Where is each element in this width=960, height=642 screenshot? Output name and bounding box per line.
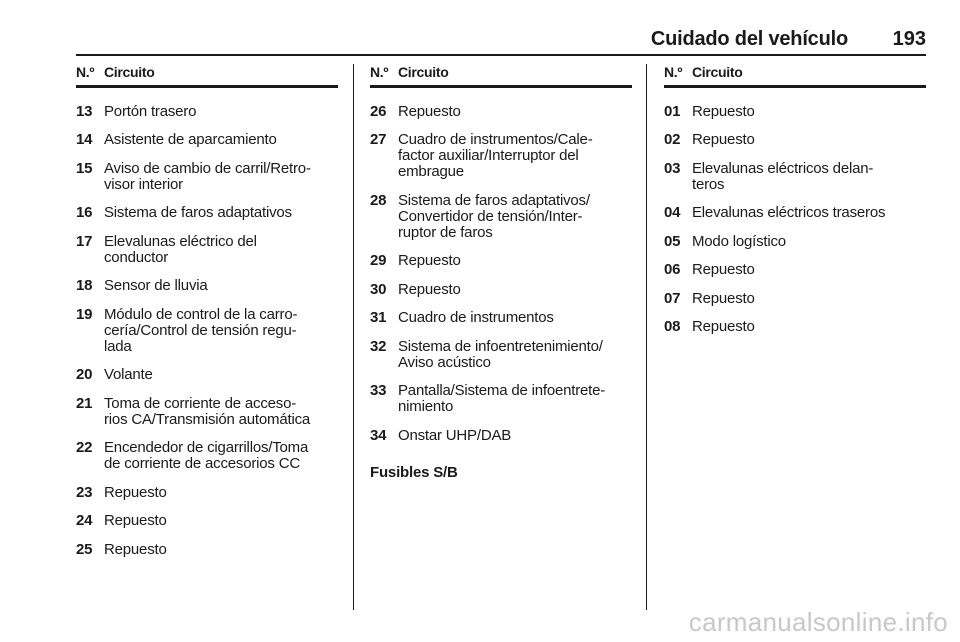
page-title: Cuidado del vehículo [650, 28, 848, 50]
table-row [370, 310, 632, 326]
circuit-name: Encendedor de cigarrillos/Toma de corriente de accesorios CC [104, 439, 309, 472]
table-row [76, 485, 338, 501]
header-circuit: Circuito [398, 64, 449, 80]
circuit-name: Aviso de cambio de carril/Retro- visor interior [104, 159, 311, 193]
fuse-number: 34 [370, 426, 387, 444]
table-row [664, 205, 926, 221]
fuse-number: 01 [664, 102, 681, 120]
circuit-name: Cuadro de instrumentos/Cale- factor auxiliar/Interruptor del embrague [398, 131, 593, 180]
fuse-number: 04 [664, 204, 681, 221]
table-row [370, 339, 632, 371]
table-row [370, 282, 632, 298]
table-row [370, 104, 632, 120]
circuit-name: Cuadro de instrumentos [398, 309, 554, 326]
circuit-name: Repuesto [104, 540, 167, 558]
table-row [664, 319, 926, 335]
fuse-table-column-3 [664, 64, 926, 335]
circuit-name: Elevalunas eléctricos delan- teros [692, 159, 874, 193]
circuit-name: Elevalunas eléctrico del conductor [104, 232, 257, 266]
table-row [370, 253, 632, 269]
fuse-number: 27 [370, 131, 387, 148]
table-header [76, 64, 338, 88]
header-number: N.º [76, 64, 95, 80]
table-row [370, 383, 632, 415]
fuse-number: 26 [370, 102, 387, 120]
table-row [76, 205, 338, 221]
fuse-table-column-1 [76, 64, 338, 558]
table-row [370, 193, 632, 241]
fuse-number: 08 [664, 318, 681, 335]
table-row [664, 291, 926, 307]
fuse-number: 28 [370, 191, 387, 209]
fuse-number: 31 [370, 309, 387, 326]
fuse-number: 13 [76, 102, 93, 120]
circuit-name: Repuesto [398, 252, 461, 269]
fuse-number: 33 [370, 382, 387, 399]
table-row [76, 542, 338, 558]
fuse-number: 06 [664, 261, 681, 278]
table-row [664, 262, 926, 278]
table-row [664, 234, 926, 250]
fuse-number: 19 [76, 305, 93, 323]
table-row [76, 440, 338, 472]
table-row [76, 234, 338, 266]
circuit-name: Repuesto [692, 289, 755, 307]
watermark: carmanualsonline.info [688, 607, 948, 637]
circuit-name: Pantalla/Sistema de infoentrete- nimiento [398, 382, 606, 415]
table-row [76, 513, 338, 529]
circuit-name: Sistema de faros adaptativos/ Convertidor de tensión/Inter- ruptor de faros [398, 191, 590, 241]
circuit-name: Toma de corriente de acceso- rios CA/Transmisión automática [104, 394, 311, 428]
fuse-number: 32 [370, 337, 387, 355]
circuit-name: Elevalunas eléctricos traseros [692, 204, 886, 221]
circuit-name: Repuesto [692, 131, 755, 148]
fuse-number: 25 [76, 540, 93, 558]
circuit-name: Asistente de aparcamiento [104, 131, 277, 148]
table-header [664, 64, 926, 88]
circuit-name: Repuesto [104, 512, 167, 529]
table-header [370, 64, 632, 88]
fuse-number: 18 [76, 277, 93, 294]
fuse-number: 05 [664, 232, 681, 250]
table-row [664, 104, 926, 120]
table-row [664, 161, 926, 193]
fuse-number: 23 [76, 483, 93, 501]
fuse-number: 22 [76, 439, 93, 456]
page-number: 193 [892, 28, 926, 50]
fuse-number: 30 [370, 280, 387, 298]
column-divider [646, 64, 647, 610]
circuit-name: Sensor de lluvia [104, 277, 208, 294]
circuit-name: Volante [104, 366, 153, 383]
fuse-number: 03 [664, 159, 681, 177]
table-row [664, 132, 926, 148]
table-row [76, 132, 338, 148]
page-header [76, 24, 926, 56]
table-row [76, 396, 338, 428]
circuit-name: Onstar UHP/DAB [398, 426, 512, 444]
circuit-name: Modo logístico [692, 232, 786, 250]
table-row [76, 367, 338, 383]
fuse-table-column-2 [370, 64, 632, 481]
section-subheading: Fusibles S/B [370, 463, 458, 481]
fuse-number: 16 [76, 204, 93, 221]
fuse-number: 29 [370, 252, 387, 269]
circuit-name: Repuesto [692, 102, 755, 120]
circuit-name: Sistema de infoentretenimiento/ Aviso acústico [398, 337, 603, 371]
table-row [76, 104, 338, 120]
fuse-number: 21 [76, 394, 93, 412]
fuse-number: 20 [76, 366, 93, 383]
fuse-number: 15 [76, 159, 93, 177]
fuse-number: 07 [664, 289, 681, 307]
table-row [76, 161, 338, 193]
circuit-name: Sistema de faros adaptativos [104, 204, 292, 221]
table-row [370, 428, 632, 444]
table-row [76, 307, 338, 355]
table-row [370, 132, 632, 180]
table-row [76, 278, 338, 294]
fuse-number: 14 [76, 131, 93, 148]
circuit-name: Portón trasero [104, 102, 197, 120]
header-circuit: Circuito [104, 64, 155, 80]
circuit-name: Repuesto [398, 280, 461, 298]
column-divider [353, 64, 354, 610]
fuse-number: 24 [76, 512, 93, 529]
circuit-name: Repuesto [692, 318, 755, 335]
header-number: N.º [370, 64, 389, 80]
circuit-name: Repuesto [104, 483, 167, 501]
header-number: N.º [664, 64, 683, 80]
circuit-name: Repuesto [692, 261, 755, 278]
header-circuit: Circuito [692, 64, 743, 80]
circuit-name: Repuesto [398, 102, 461, 120]
fuse-number: 02 [664, 131, 681, 148]
fuse-number: 17 [76, 232, 93, 250]
circuit-name: Módulo de control de la carro- cería/Control de tensión regu- lada [104, 305, 298, 355]
